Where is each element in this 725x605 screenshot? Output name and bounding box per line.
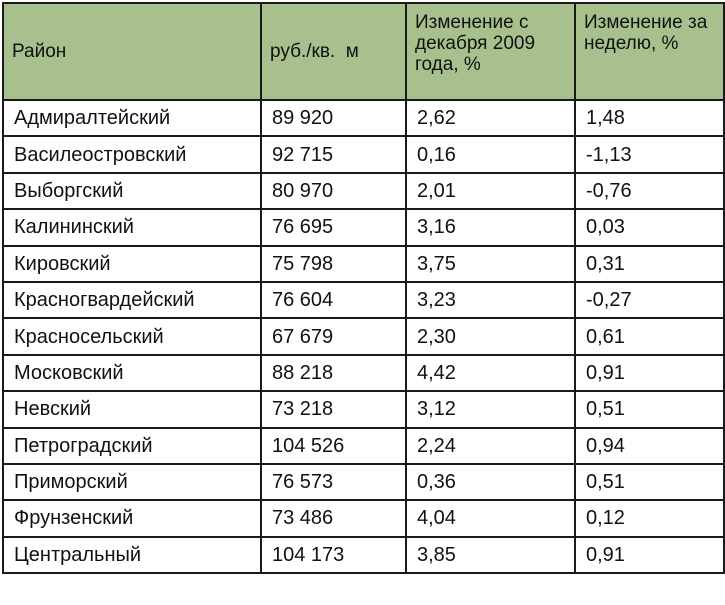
cell-change-week: -0,76 [575,173,724,209]
cell-change-week: 0,03 [575,209,724,245]
district-price-table [2,2,725,574]
table-row [3,500,724,536]
header-price-per-sqm: руб./кв. м [261,3,406,100]
cell-price-per-sqm: 76 695 [261,209,406,245]
price-table-container [2,2,725,574]
cell-change-week: -0,27 [575,282,724,318]
header-change-week: Изменение за неделю, % [575,3,724,100]
cell-change-week: 0,91 [575,355,724,391]
cell-change-since-dec-2009: 2,62 [406,100,575,136]
table-row [3,464,724,500]
cell-change-since-dec-2009: 2,30 [406,318,575,354]
cell-district: Кировский [3,246,261,282]
table-row [3,136,724,172]
cell-district: Приморский [3,464,261,500]
header-district: Район [3,3,261,100]
table-header [3,3,724,100]
cell-change-since-dec-2009: 2,24 [406,428,575,464]
cell-change-week: -1,13 [575,136,724,172]
table-row [3,391,724,427]
header-change-since-dec-2009: Изменение с декабря 2009 года, % [406,3,575,100]
cell-change-week: 0,94 [575,428,724,464]
cell-change-since-dec-2009: 3,85 [406,537,575,573]
cell-district: Невский [3,391,261,427]
cell-change-week: 0,61 [575,318,724,354]
cell-district: Калининский [3,209,261,245]
cell-change-since-dec-2009: 4,04 [406,500,575,536]
cell-change-since-dec-2009: 4,42 [406,355,575,391]
cell-change-week: 0,31 [575,246,724,282]
cell-district: Красносельский [3,318,261,354]
table-row [3,428,724,464]
cell-district: Московский [3,355,261,391]
cell-price-per-sqm: 76 604 [261,282,406,318]
cell-change-since-dec-2009: 0,16 [406,136,575,172]
cell-change-week: 0,12 [575,500,724,536]
cell-price-per-sqm: 92 715 [261,136,406,172]
cell-district: Выборгский [3,173,261,209]
table-body [3,100,724,573]
cell-price-per-sqm: 67 679 [261,318,406,354]
cell-district: Фрунзенский [3,500,261,536]
table-row [3,355,724,391]
cell-price-per-sqm: 73 218 [261,391,406,427]
cell-district: Адмиралтейский [3,100,261,136]
cell-change-since-dec-2009: 3,23 [406,282,575,318]
cell-price-per-sqm: 75 798 [261,246,406,282]
cell-change-since-dec-2009: 3,16 [406,209,575,245]
table-row [3,537,724,573]
cell-change-since-dec-2009: 3,12 [406,391,575,427]
table-row [3,100,724,136]
cell-price-per-sqm: 89 920 [261,100,406,136]
cell-price-per-sqm: 88 218 [261,355,406,391]
cell-change-since-dec-2009: 0,36 [406,464,575,500]
cell-change-week: 0,51 [575,464,724,500]
cell-district: Петроградский [3,428,261,464]
table-row [3,246,724,282]
cell-district: Центральный [3,537,261,573]
cell-change-since-dec-2009: 2,01 [406,173,575,209]
cell-price-per-sqm: 73 486 [261,500,406,536]
table-row [3,209,724,245]
cell-change-week: 0,51 [575,391,724,427]
table-row [3,173,724,209]
cell-price-per-sqm: 76 573 [261,464,406,500]
cell-change-week: 0,91 [575,537,724,573]
cell-change-since-dec-2009: 3,75 [406,246,575,282]
cell-price-per-sqm: 104 526 [261,428,406,464]
cell-change-week: 1,48 [575,100,724,136]
header-row [3,3,724,100]
table-row [3,318,724,354]
cell-price-per-sqm: 80 970 [261,173,406,209]
table-row [3,282,724,318]
cell-district: Красногвардейский [3,282,261,318]
cell-price-per-sqm: 104 173 [261,537,406,573]
cell-district: Василеостровский [3,136,261,172]
